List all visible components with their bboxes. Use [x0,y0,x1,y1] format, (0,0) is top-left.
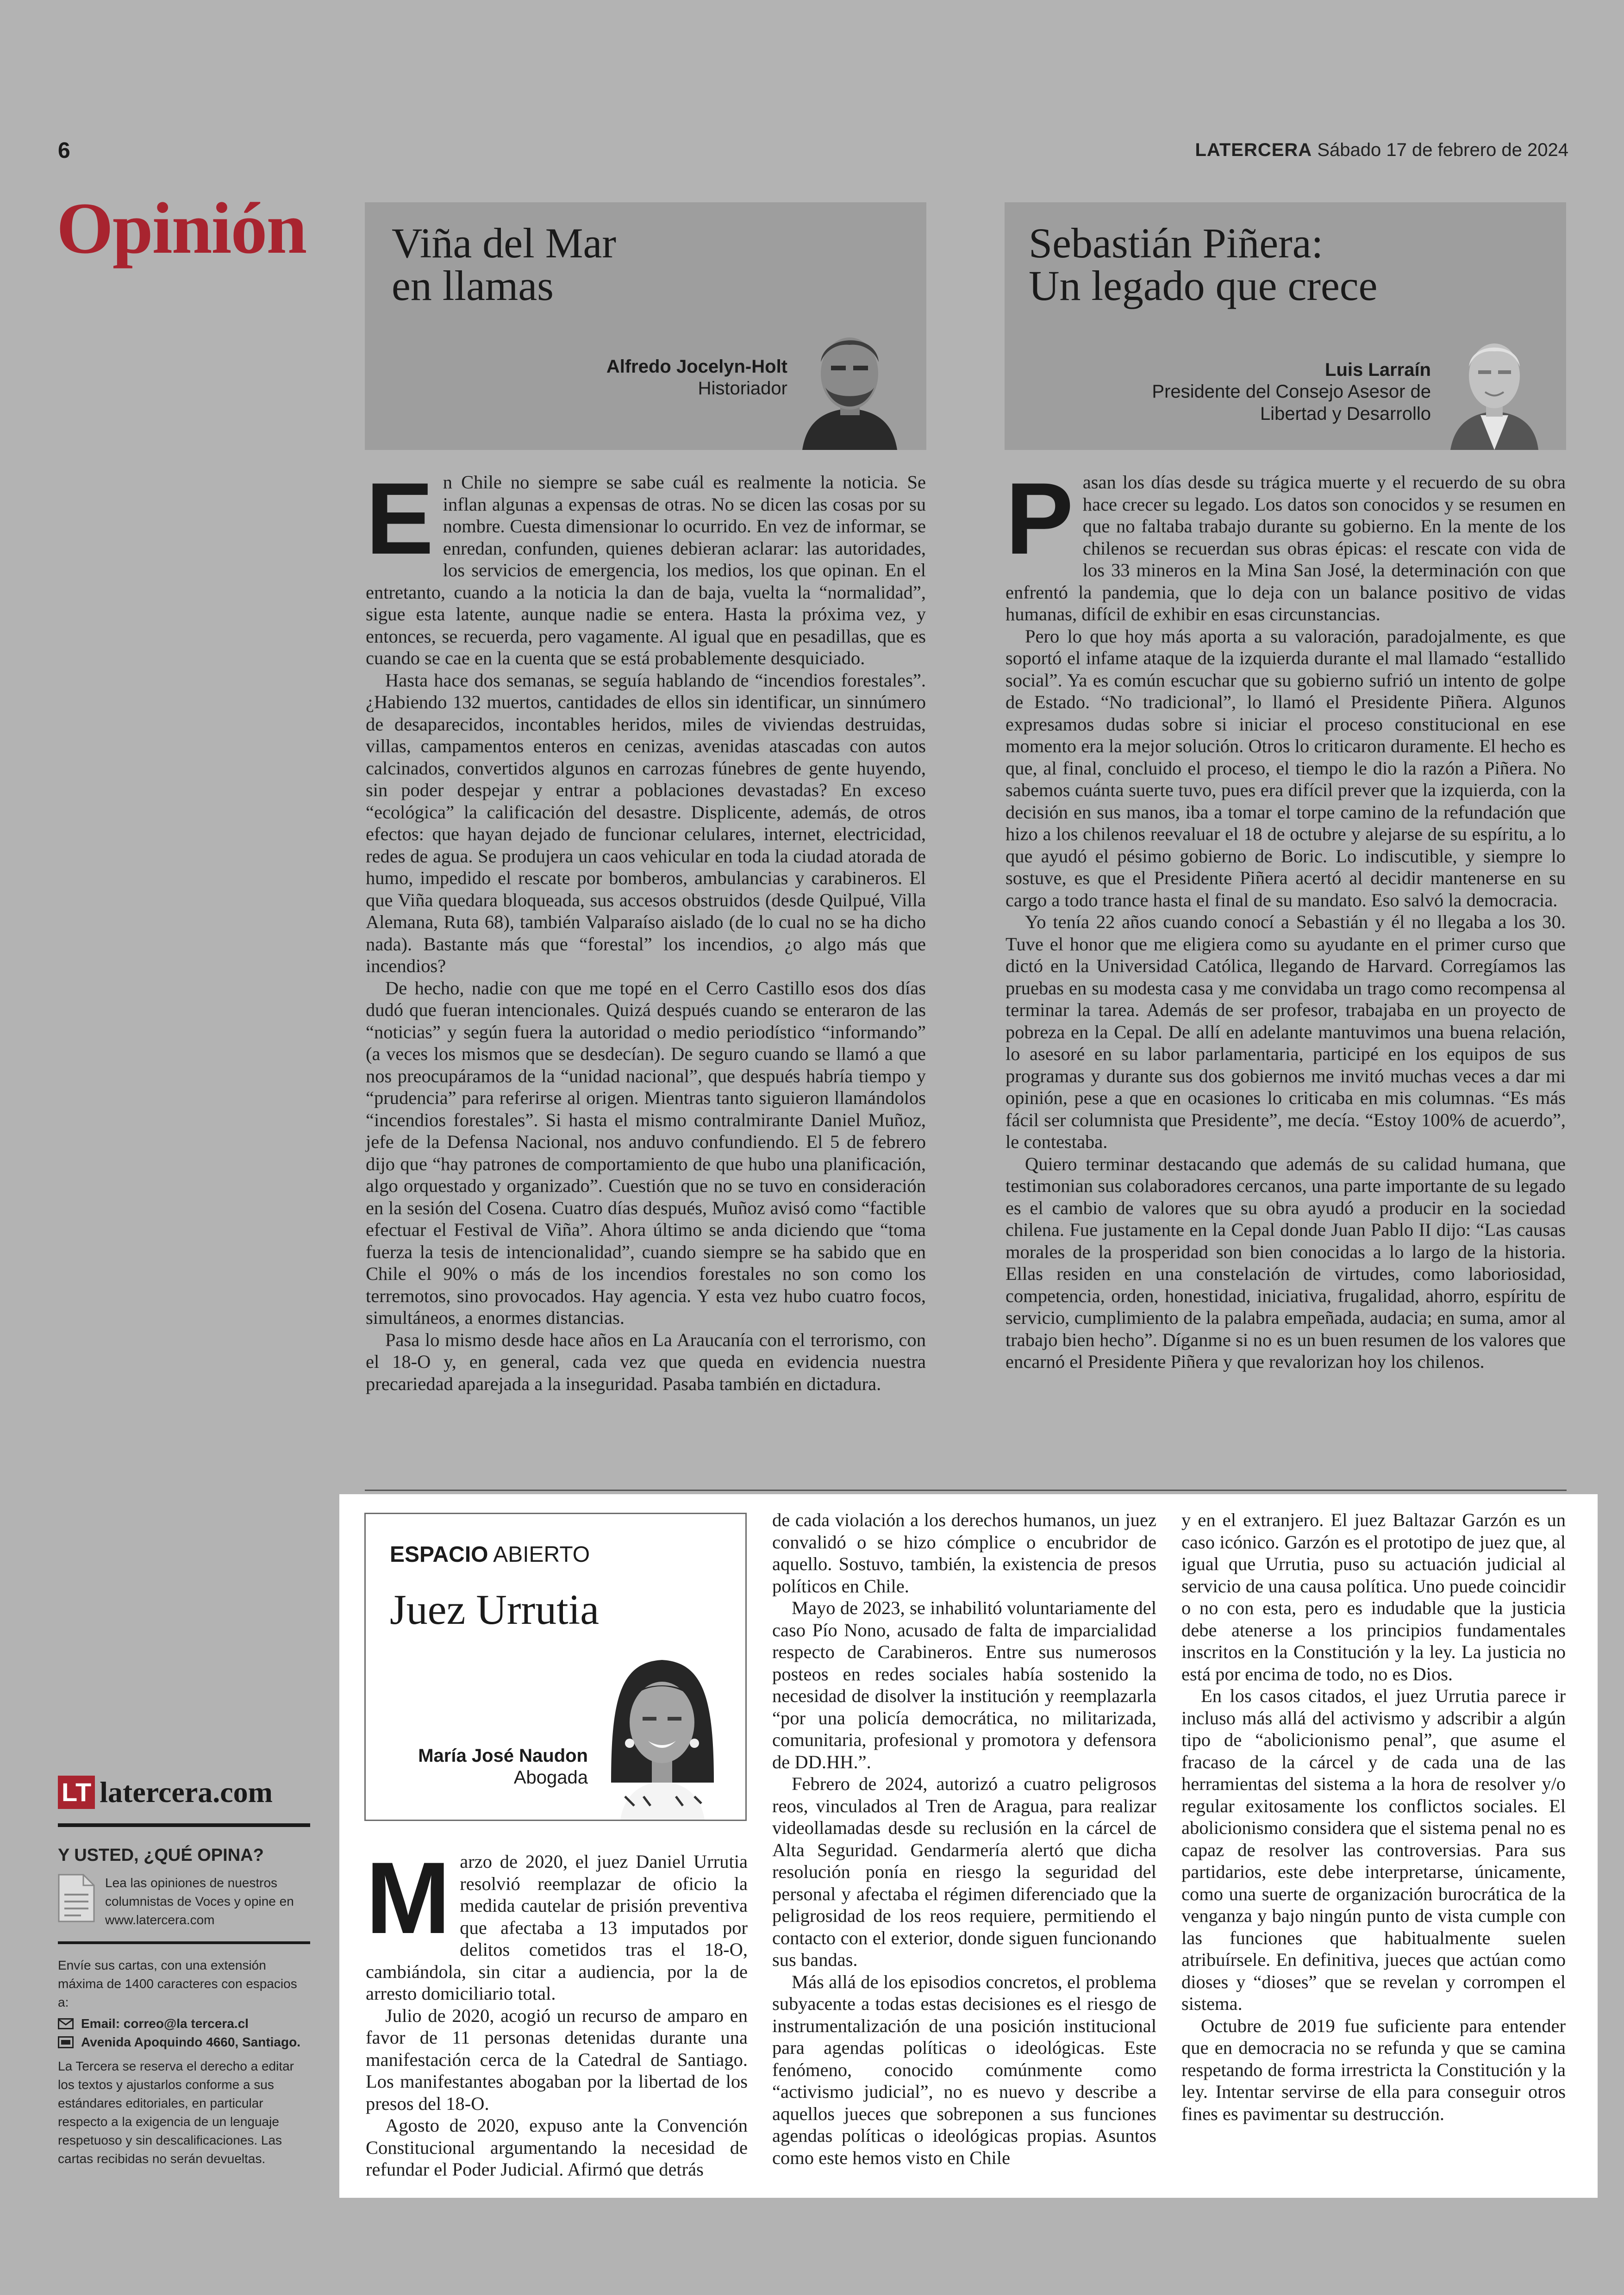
article2-title-line2: Un legado que crece [1029,262,1378,309]
article2-title [1029,219,1378,309]
email-icon [58,2018,74,2029]
article3-paragraph: En los casos citados, el juez Urrutia parece ir incluso más allá del activismo y adscribir a algún tipo de “abolicionismo penal”, que asume el fracaso de la cárcel y de cada una de las herramientas del sistema a la hora de resolver y/o regular exitosamente los conflictos sociales. El abolicionismo considera que el sistema penal no es capaz de resolver las controversias. Para sus partidarios, este debe interpretarse, únicamente, como una suerte de organización burocrática de la venganza y bajo ningún punto de vista cumple con las funciones que habitualmente suelen atribuírsele. En definitiva, jueces que actúan como dioses y “dioses” que se revelan y corrompen el sistema. [1181,1685,1566,2014]
article3-column-3 [1181,1509,1566,2125]
lt-logo-mark: LT [58,1776,95,1809]
page-number: 6 [58,138,70,163]
article1-title-line2: en llamas [392,262,554,309]
article3-paragraph: Mayo de 2023, se inhabilitó voluntariamente del caso Pío Nono, acusado de falta de imparcialidad respecto de Carabineros. Entre sus numerosos posteos en redes sociales había sostenido la necesidad de disolver la institución y reemplazarla “por una policía democrática, no militarizada, comunitaria, profesional y promotora y defensora de DD.HH.”. [772,1597,1156,1772]
section-title: Opinión [56,188,306,269]
article1-header [365,202,926,450]
article3-column-2 [772,1509,1156,2169]
article2-role-line2: Libertad y Desarrollo [1260,404,1431,424]
article2-header [1005,202,1566,450]
article2-dropcap: P [1006,461,1074,575]
article1-author: Alfredo Jocelyn-Holt [606,356,787,377]
sidebar-heading: Y USTED, ¿QUÉ OPINA? [58,1846,264,1865]
sidebar [58,1775,310,2168]
espacio-label-regular: ABIERTO [488,1542,590,1567]
article1-role: Historiador [698,378,787,399]
article3-paragraph: arzo de 2020, el juez Daniel Urrutia resolvió reemplazar de oficio la medida cautelar de prisión preventiva que afectaba a 13 imputados por delitos cometidos tras el 18-O, cambiándola, sin citar a audiencia, por la de arresto domiciliario total. [366,1851,748,2004]
article2-title-line1: Sebastián Piñera: [1029,219,1324,267]
article3-paragraph: Febrero de 2024, autorizó a cuatro peligrosos reos, vinculados al Tren de Aragua, para realizar videollamadas desde su reclusión en la cárcel de Alta Seguridad. Gendarmería alertó que dicha resolución ponía en riesgo la seguridad del personal y afectaba el régimen diferenciado que la peligrosidad de los reos requiere, permitiendo el contacto con el exterior, donde siguen funcionando sus bandas. [772,1773,1156,1970]
espacio-abierto-label [390,1542,590,1567]
article1-dropcap: E [366,461,434,575]
article3-paragraph: Más allá de los episodios concretos, el problema subyacente a todas estas decisiones es el riesgo de instrumentalización de una posición institucional para agendas políticas o ideológicas. Este fenómeno, conocido comúnmente como “activismo judicial”, no es nuevo y describe a aquellos jueces que sobreponen a sus funciones agendas políticas o ideológicas propias. Asuntos como este hemos visto en Chile [772,1971,1156,2168]
article2-paragraph: Pero lo que hoy más aporta a su valoración, paradojalmente, es que soportó el infame ataque de la izquierda durante el mal llamado “estallido social”. Ya es común escuchar que su gobierno sufrió un intento de golpe de Estado. “No tradicional”, lo llamó el Presidente Piñera. Algunos expresamos dudas sobre si iniciar el proceso constitucional en ese momento era la mejor solución. Otros lo criticaron duramente. El hecho es que, al final, concluido el proceso, el tiempo le dio la razón a Piñera. No sabemos cuánta suerte tuvo, pues era difícil prever que la izquierda, con la decisión en sus manos, iba a tomar el torpe camino de la refundación que hizo a los chilenos reevaluar el 18 de octubre y alejarse de su espíritu, a lo que ayudó el pésimo gobierno de Boric. Lo indiscutible, y siempre lo sostuve, es que el Presidente Piñera acertó al decidir mantenerse en su cargo a todo trance hasta el final de su mandato. Eso salvó la democracia. [1006,625,1566,911]
article2-role-line1: Presidente del Consejo Asesor de [1152,381,1431,402]
sidebar-invite: Lea las opiniones de nuestros columnistas de Voces y opine en www.latercera.com [105,1876,294,1927]
article1-paragraph: Pasa lo mismo desde hace años en La Araucanía con el terrorismo, con el 18-O y, en general, cada vez que queda en evidencia nuestra precariedad aparejada a la inseguridad. Pasaba también en dictadura. [366,1329,926,1394]
article1-author-photo [798,318,902,450]
article2-paragraph: Quiero terminar destacando que además de su calidad humana, que testimonian sus colaboradores cercanos, una parte importante de su legado es el cambio de valores que su obra ayudó a producir en la sociedad chilena. Fue justamente en la Cepal donde Juan Pablo II dijo: “Las causas morales de la prosperidad son bien conocidas a lo largo de la historia. Ellas residen en una constelación de virtudes, como laboriosidad, competencia, orden, honestidad, iniciativa, frugalidad, ahorro, espíritu de servicio, cumplimiento de la palabra empeñada, audacia; en suma, amor al trabajo bien hecho”. Díganme si no es un buen resumen de los valores que encarnó el Presidente Piñera y que revalorizan hoy los chilenos. [1006,1153,1566,1372]
article3-role: Abogada [513,1767,588,1788]
paper-name: LATERCERA [1195,140,1312,160]
espacio-abierto-header [364,1513,747,1821]
article3-author: María José Naudon [418,1746,588,1766]
postal-address: Avenida Apoquindo 4660, Santiago. [81,2035,300,2049]
document-icon [58,1874,95,1922]
article3-column-1 [366,1841,748,2181]
article1-body [366,461,926,1395]
article1-paragraph: De hecho, nadie con que me topé en el Cerro Castillo esos dos días dudó que fueran intencionales. Quizá después cuando se enteraron de las “noticias” y según fuera la autoridad o medio periodístico “informando” (a veces los mismos que se desdecían). De seguro cuando se llamó a que nos preocupáramos de la “unidad nacional”, que después habría tiempo y “prudencia” para referirse al origen. Mientras tanto siguieron llamándolos “incendios forestales”. Si hasta el mismo contralmirante Daniel Muñoz, jefe de la Defensa Nacional, nos anduvo confundiendo. El 5 de febrero dijo que “hay patrones de comportamiento de que hubo una planificación, algo orquestado y organizado”. Cuestión que no se tuvo en consideración en la sesión del Cosena. Cuatro días después, Muñoz avisó como “factible efectuar el Festival de Viña”. Ahora último se anda diciendo que “toma fuerza la tesis de intencionalidad”, cuando siempre se ha sabido que en Chile el 90% o más de los incendios forestales no son como los terremotos, sino provocados. Hay agencia. Y esta vez hubo cuatro focos, simultáneos, a enormes distancias. [366,977,926,1328]
article1-paragraph: n Chile no siempre se sabe cuál es realmente la noticia. Se inflan algunas a expensas de otras. No se dicen las cosas por su nombre. Cuesta dimensionar lo ocurrido. En vez de informar, se enredan, confunden, quienes debieran aclarar: las autoridades, los servicios de emergencia, los medios, los que opinan. En el entretanto, cuando a la noticia la dan de baja, vuelta la “normalidad”, sigue esta latente, aunque nadie se entera. Hasta la próxima vez, y entonces, se recuerda, pero vagamente. Al igual que en pesadillas, que es cuando se cae en la cuenta que se está probablemente desquiciado. [366,472,926,668]
article2-body [1006,461,1566,1373]
site-url[interactable]: latercera.com [100,1776,273,1809]
article3-paragraph: Julio de 2020, acogió un recurso de amparo en favor de 11 personas detenidas durante una manifestación cerca de la Catedral de Santiago. Los manifestantes abogaban por la libertad de los presos del 18-O. [366,2005,748,2114]
article2-paragraph: Yo tenía 22 años cuando conocí a Sebastián y él no llegaba a los 30. Tuve el honor que me eligiera como su ayudante en el primer curso que dictó en la Universidad Católica, llegando de Harvard. Corregíamos las pruebas en su modesta casa y me convidaba un trago como recompensa al terminar la tarea. Además de ser profesor, trabajaba en un proyecto de pobreza en la Cepal. De allí en adelante mantuvimos una buena relación, lo asesoré en su labor parlamentaria, participé en los equipos de sus programas y durante sus dos gobiernos me invitó muchas veces a dar mi opinión, pese a que en ocasiones lo criticaba en mis columnas. “Es más fácil ser columnista que Presidente”, me decía. “Estoy 100% de acuerdo”, le contestaba. [1006,911,1566,1152]
masthead [1195,140,1568,161]
article2-paragraph: asan los días desde su trágica muerte y el recuerdo de su obra hace crecer su legado. Los datos son conocidos y se resumen en que no faltaba trabajo durante su gobierno. En la mente de los chilenos se recuerdan sus obras épicas: el rescate con vida de los 33 mineros en la Mina San José, la determinación con que enfrentó la pandemia, que lo deja con un balance positivo de vidas humanas, difícil de exhibir en esas circunstancias. [1006,472,1566,624]
sidebar-rule-mid [58,1941,310,1944]
espacio-label-bold: ESPACIO [390,1542,488,1567]
sidebar-rule-top [58,1823,310,1827]
article3-paragraph: Octubre de 2019 fue suficiente para entender que en democracia no se refunda y que se camina respetando de forma irrestricta la Constitución y la ley. Intentar servirse de ella para conseguir otros fines es pavimentar su destrucción. [1181,2015,1566,2124]
site-logo[interactable] [58,1775,310,1809]
article1-title [392,219,616,309]
article3-paragraph: de cada violación a los derechos humanos, un juez convalidó o se hizo cómplice o encubridor de aquello. Sostuvo, también, la existencia de presos políticos en Chile. [772,1509,1156,1597]
mailbox-icon [58,2036,74,2048]
article1-title-line1: Viña del Mar [392,219,616,267]
article2-author-photo [1448,323,1541,450]
article3-paragraph: y en el extranjero. El juez Baltazar Garzón es un caso icónico. Garzón es el prototipo de juez que, al igual que Urrutia, puso su actuación judicial al servicio de una causa política. Uno puede coincidir o no con esta, pero es indudable que la justicia debe atenerse a los principios fundamentales inscritos en la Constitución y la ley. La justicia no está por encima de todo, no es Dios. [1181,1509,1566,1684]
section-divider [365,1490,1567,1491]
issue-date: Sábado 17 de febrero de 2024 [1317,140,1568,160]
article3-dropcap: M [366,1841,451,1955]
article2-author: Luis Larraín [1325,360,1431,380]
article3-paragraph: Agosto de 2020, expuso ante la Convención Constitucional argumentando la necesidad de refundar el Poder Judicial. Afirmó que detrás [366,2115,748,2180]
article1-paragraph: Hasta hace dos semanas, se seguía hablando de “incendios forestales”. ¿Habiendo 132 muertos, cantidades de ellos sin identificar, un sinnúmero de desaparecidos, incontables heridos, miles de viviendas destruidas, villas, campamentos enteros en cenizas, avenidas atascadas con autos calcinados, convertidos algunos en carrozas fúnebres de gente huyendo, sin poder despejar y entrar a poblaciones devastadas? En exceso “ecológica” la calificación del desastre. Displicente, además, de otros efectos: que hayan dejado de funcionar celulares, internet, electricidad, redes de agua. Se produjera un caos vehicular en toda la ciudad atorada de humo, impedido el rescate por bomberos, ambulancias y carabineros. El que Viña quedara bloqueada, sus accesos obstruidos (desde Quilpué, Villa Alemana, Ruta 68), también Valparaíso aislado (de lo cual no se ha dicho nada). Bastante más que “forestal” los incendios, ¿o algo más que incendios? [366,669,926,976]
letters-note: Envíe sus cartas, con una extensión máxima de 1400 caracteres con espacios a: [58,1958,297,2009]
article3-title: Juez Urrutia [390,1586,600,1633]
article3-author-photo [593,1644,731,1820]
email-address[interactable]: Email: correo@la tercera.cl [81,2016,249,2031]
letters-disclaimer: La Tercera se reserva el derecho a editar los textos y ajustarlos conforme a sus estándares editoriales, en particular respecto a la exigencia de un lenguaje respetuoso y sin descalificaciones. Las cartas recibidas no serán devueltas. [58,2059,294,2166]
